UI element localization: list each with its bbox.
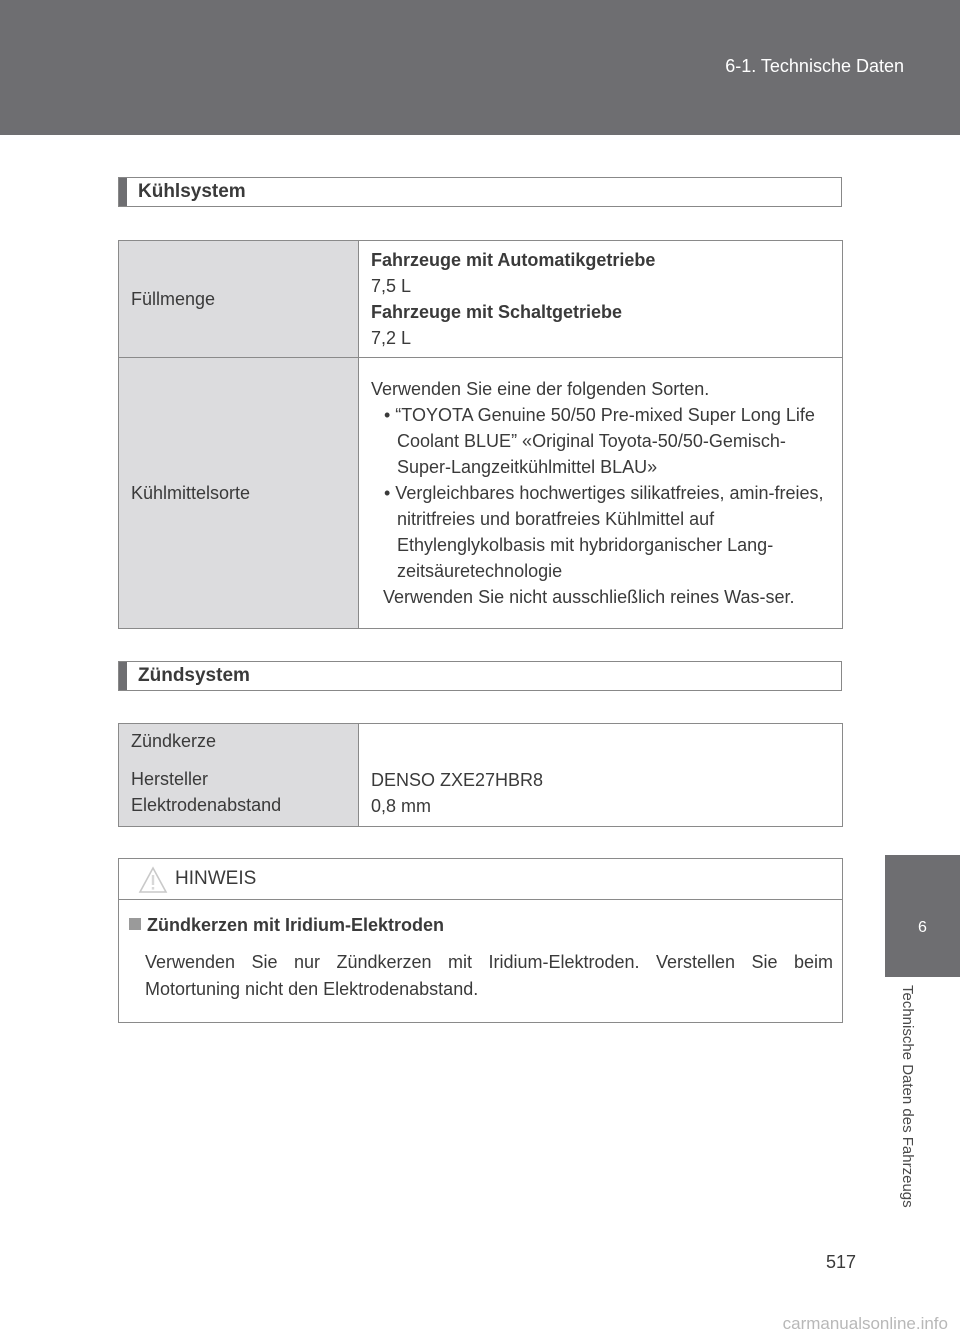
- ignition-heading: [118, 661, 842, 691]
- table-row: [119, 241, 843, 358]
- coolant-bullet-2: • Vergleichbares hochwertiges silikatfreies, amin-freies, nitritfreies und boratfreies Kühlmittel auf Ethylenglykolbasis mit hybridorganischer Lang-zeitsäuretechnologie: [384, 483, 824, 581]
- header-band: [0, 0, 960, 135]
- gap-label: Elektrodenabstand: [131, 795, 282, 815]
- chapter-number: 6: [918, 919, 927, 936]
- chapter-title: Technische Daten des Fahrzeugs: [899, 985, 916, 1208]
- table-row: [119, 724, 843, 827]
- maker-value: DENSO ZXE27HBR8: [371, 770, 544, 790]
- ignition-heading-text: Zündsystem: [138, 665, 250, 686]
- section-label: 6-1. Technische Daten: [725, 56, 904, 76]
- notice-subtitle: Zündkerzen mit Iridium-Elektroden: [147, 915, 445, 935]
- notice-header: [119, 859, 842, 900]
- ignition-values: [359, 724, 843, 827]
- warning-icon: [138, 866, 168, 899]
- notice-box: [118, 858, 843, 1023]
- manual-label: Fahrzeuge mit Schaltgetriebe: [371, 302, 623, 322]
- capacity-label: Füllmenge: [119, 241, 359, 358]
- chapter-tab: [885, 855, 960, 977]
- coolant-intro: Verwenden Sie eine der folgenden Sorten.: [371, 379, 710, 399]
- cooling-heading-text: Kühlsystem: [138, 181, 246, 202]
- coolant-values: [359, 358, 843, 629]
- maker-label: Hersteller: [131, 769, 209, 789]
- notice-subtitle-row: [129, 915, 444, 936]
- notice-body: Verwenden Sie nur Zündkerzen mit Iridium-Elektroden. Verstellen Sie beim Motortuning nicht den Elektrodenabstand.: [145, 952, 833, 999]
- gap-value: 0,8 mm: [371, 796, 432, 816]
- auto-value: 7,5 L: [371, 276, 412, 296]
- manual-value: 7,2 L: [371, 328, 412, 348]
- coolant-label: Kühlmittelsorte: [119, 358, 359, 629]
- watermark: carmanualsonline.info: [782, 1314, 948, 1333]
- coolant-note: Verwenden Sie nicht ausschließlich reines Was-ser.: [383, 587, 795, 607]
- capacity-values: [359, 241, 843, 358]
- cooling-heading: [118, 177, 842, 207]
- notice-title: HINWEIS: [175, 868, 257, 889]
- square-bullet-icon: [129, 918, 141, 930]
- coolant-bullet-1: • “TOYOTA Genuine 50/50 Pre-mixed Super Long Life Coolant BLUE” «Original Toyota-50/50-Gemisch-Super-Langzeitkühlmittel BLAU»: [384, 405, 815, 477]
- auto-label: Fahrzeuge mit Automatikgetriebe: [371, 250, 656, 270]
- table-row: [119, 358, 843, 629]
- ignition-labels: [119, 724, 359, 827]
- page-number: 517: [826, 1252, 857, 1272]
- plug-label: Zündkerze: [131, 731, 217, 751]
- cooling-table: [118, 240, 843, 629]
- ignition-table: [118, 723, 843, 827]
